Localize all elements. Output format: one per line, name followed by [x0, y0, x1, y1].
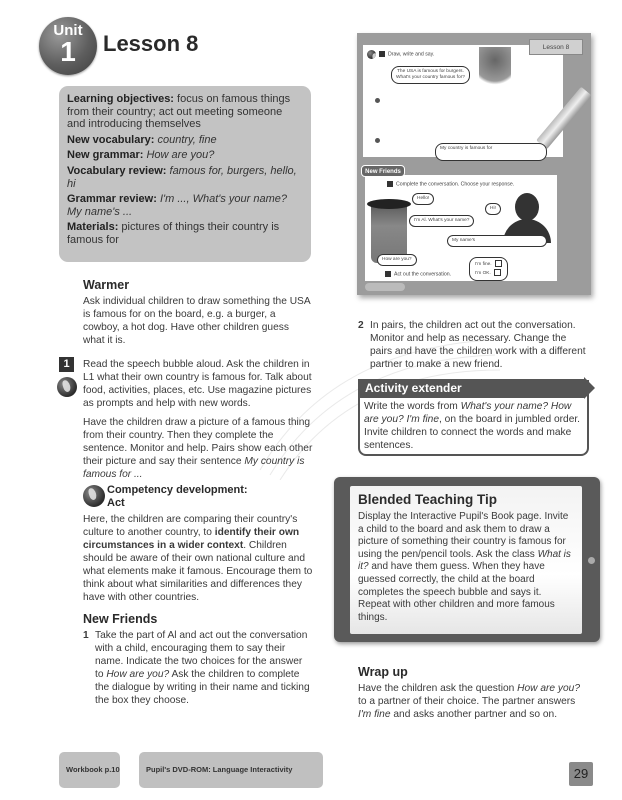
- wrap-up-heading: Wrap up: [358, 665, 408, 679]
- new-friends-heading: New Friends: [83, 612, 158, 626]
- warmer-text: Ask individual children to draw something the USA is famous for on the board, e.g. a burger, a cowboy, a hot dog. Have other children guess what it is.: [83, 296, 311, 346]
- new-grammar: New grammar: How are you?: [67, 149, 215, 162]
- workbook-page-thumbnail: [357, 33, 591, 295]
- instruction-draw: Draw, write and say.: [379, 51, 434, 57]
- instruction-act-out: Act out the conversation.: [385, 271, 451, 277]
- warmer-heading: Warmer: [83, 278, 130, 292]
- bubble-hello: Hello!: [412, 193, 434, 205]
- new-friends-section: [83, 613, 313, 707]
- bubble-im-al: I'm Al. What's your name?: [409, 215, 474, 227]
- instruction-complete: Complete the conversation. Choose your response.: [387, 181, 514, 187]
- number-square-icon: [379, 51, 385, 57]
- objectives-box: [59, 86, 311, 262]
- lesson-title: Lesson 8: [103, 31, 199, 56]
- new-friends-item-2: 2 In pairs, the children act out the conversation. Monitor and help as necessary. Change the pairs and have the children work with a different partner to make a new friend.: [358, 320, 586, 370]
- hole-punch-icon: [375, 138, 380, 143]
- number-square-icon: [385, 271, 391, 277]
- page-number: 29: [569, 762, 593, 786]
- wrap-up-section: [358, 666, 588, 721]
- activity-extender-heading: Activity extender: [358, 379, 584, 398]
- competency-section: [83, 484, 313, 610]
- unit-number: 1: [60, 36, 76, 67]
- tablet-home-button-icon: [588, 557, 595, 564]
- unit-label: Unit: [53, 22, 83, 39]
- blended-tip-heading: Blended Teaching Tip: [358, 492, 498, 507]
- workbook-reference: Workbook p.10: [59, 752, 120, 788]
- bubble-my-name: My name's: [447, 235, 547, 247]
- new-friends-badge: New Friends: [361, 165, 405, 177]
- cowboy-hat-image: [367, 199, 411, 209]
- lesson-tab: Lesson 8: [529, 39, 583, 55]
- new-vocabulary: New vocabulary: country, fine: [67, 133, 217, 146]
- blended-tip-screen: [350, 486, 582, 634]
- activity1-para2: Have the children draw a picture of a famous thing from their country. Then they complete the sentence. Monitor and help. Pairs show each other their picture and say their sentence My country is famous for ...: [83, 417, 313, 480]
- grammar-review: Grammar review: I'm ..., What's your name? My name's ...: [67, 193, 288, 218]
- vocabulary-review: Vocabulary review: famous for, burgers, hello, hi: [67, 164, 297, 190]
- learning-objectives: Learning objectives: focus on famous things from their country; act out meeting someone and introducing themselves: [67, 93, 291, 131]
- bubble-choices: [469, 257, 508, 281]
- cartoon-character-image: [479, 47, 511, 91]
- unit-badge: [39, 17, 97, 75]
- arrow-banner-icon: [365, 283, 405, 291]
- arrow-right-icon: [584, 377, 595, 399]
- bubble-hi: Hi!: [485, 203, 501, 215]
- blended-tip-text: Display the Interactive Pupil's Book page. Invite a child to the board and ask them to draw a picture of something their country is famous for using the pen/pencil tools. Ask the class What is it? and have them guess. When they have guessed correctly, the child at the board completes the speech bubble and says it. Repeat with other children and more famous things.: [358, 511, 571, 623]
- globe-icon: [57, 377, 77, 397]
- wrap-up-text: Have the children ask the question How are you? to a partner of their choice. The partner answers I'm fine and asks another partner and so on.: [358, 683, 580, 720]
- competency-heading: Competency development:: [107, 484, 248, 496]
- workbook-paper-top: [363, 45, 563, 157]
- materials: Materials: pictures of things their country is famous for: [67, 221, 280, 246]
- list-number: 2: [358, 320, 364, 331]
- new-friends-item-1: 1 Take the part of Al and act out the conversation with a child, encouraging them to say their name. Indicate the two choices for the answer to How are you? Ask the children to complete the dialogue by writing in their name and ticking the box they choose.: [83, 630, 310, 706]
- competency-text: Here, the children are comparing their country's culture to another country, to identify their own circumstances in a wider context. Children should be aware of their own national culture and what elements make it famous. Encourage them to think about what similarities and differences they have with other countries.: [83, 514, 313, 603]
- globe-icon: [367, 50, 376, 59]
- bubble-how-are-you: How are you?: [377, 254, 417, 266]
- choice-ok[interactable]: I'm OK.: [475, 269, 502, 278]
- checkbox-ok[interactable]: [494, 269, 501, 276]
- hole-punch-icon: [375, 98, 380, 103]
- speech-bubble-usa: The USA is famous for burgers. What's your country famous for?: [391, 66, 470, 84]
- activity-number-badge: 1: [59, 357, 74, 372]
- competency-subheading: Act: [107, 497, 125, 509]
- activity1-section: [83, 358, 313, 487]
- dvd-rom-reference: Pupil's DVD-ROM: Language Interactivity: [139, 752, 323, 788]
- warmer-section: [83, 279, 313, 353]
- choice-fine[interactable]: I'm fine.: [475, 260, 502, 269]
- silhouette-image: [515, 193, 539, 221]
- checkbox-fine[interactable]: [495, 260, 502, 267]
- list-number: 1: [83, 630, 89, 641]
- activity-extender-text: Write the words from What's your name? How are you? I'm fine, on the board in jumbled order. Invite children to connect the words and make sentences.: [364, 401, 581, 451]
- speech-bubble-my-country: My country is famous for: [435, 143, 547, 161]
- number-square-icon: [387, 181, 393, 187]
- activity1-para1: Read the speech bubble aloud. Ask the children in L1 what their own country is famous for. Talk about food, activities, places, etc. Use magazine pictures as prompts and help with new words.: [83, 359, 312, 409]
